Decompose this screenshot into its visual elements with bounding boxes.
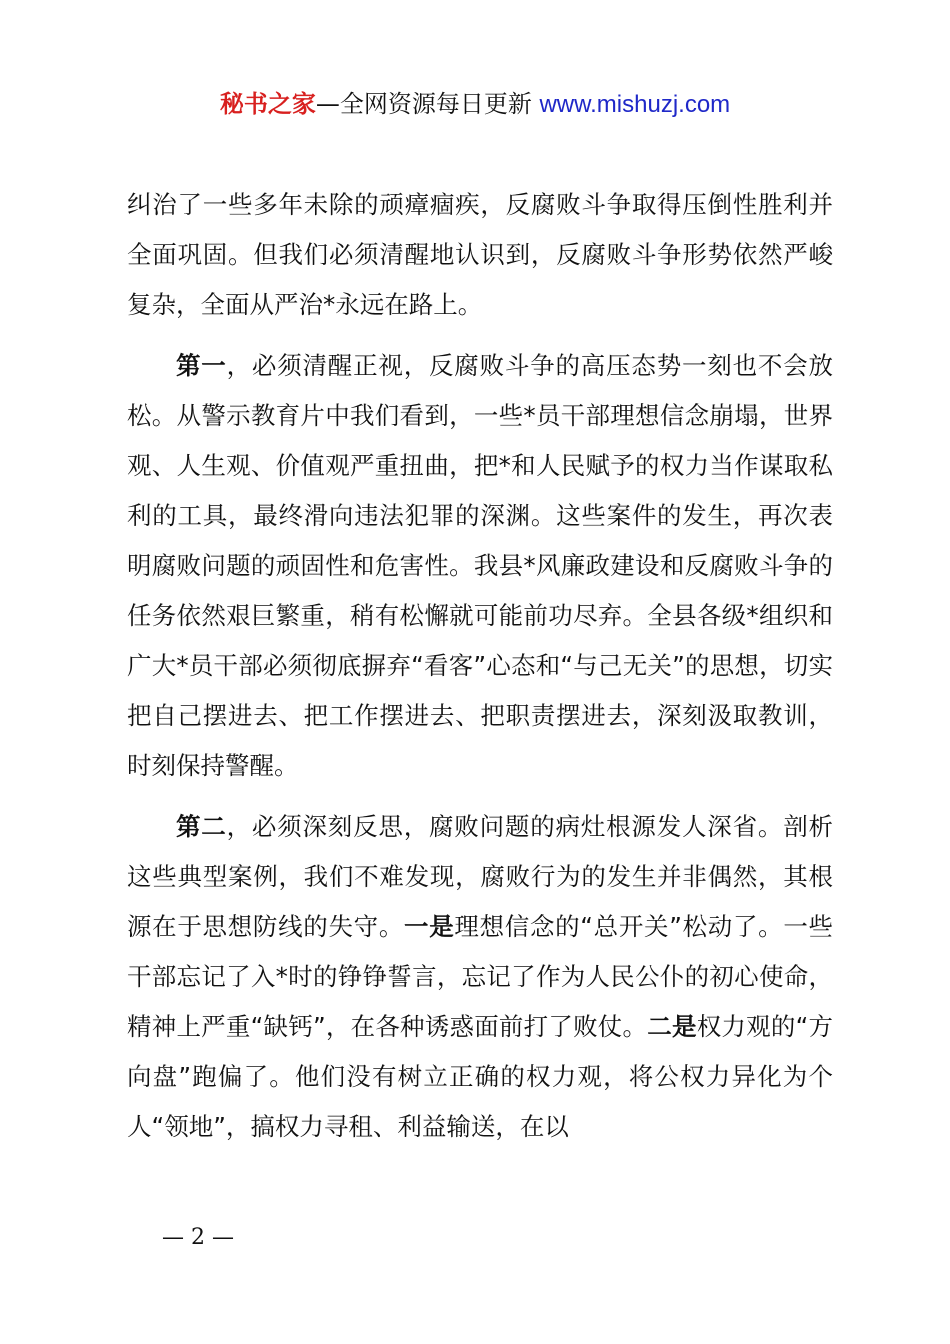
paragraph-lead: 第一 bbox=[176, 351, 227, 380]
site-brand: 秘书之家 bbox=[219, 90, 316, 118]
paragraph-lead: 第二 bbox=[176, 812, 227, 841]
point-one-lead: 一是 bbox=[404, 912, 455, 941]
paragraph-text: ，必须深刻反思，腐败问题的病灶根源发人深省。剖析这些典型案例，我们不难发现，腐败行为的发生并非偶然，其根源在于思想防线的失守。 bbox=[127, 812, 834, 941]
site-url-link[interactable]: www.mishuzj.com bbox=[539, 91, 731, 118]
paragraph-second bbox=[127, 802, 833, 1152]
site-tagline: —全网资源每日更新 bbox=[315, 90, 532, 118]
paragraph-text: ，必须清醒正视，反腐败斗争的高压态势一刻也不会放松。从警示教育片中我们看到，一些*员干部理想信念崩塌，世界观、人生观、价值观严重扭曲，把*和人民赋予的权力当作谋取私利的工具，最终滑向违法犯罪的深渊。这些案件的发生，再次表明腐败问题的顽固性和危害性。我县*风廉政建设和反腐败斗争的任务依然艰巨繁重，稍有松懈就可能前功尽弃。全县各级*组织和广大*员干部必须彻底摒弃“看客”心态和“与己无关”的思想，切实把自己摆进去、把工作摆进去、把职责摆进去，深刻汲取教训，时刻保持警醒。 bbox=[127, 351, 834, 780]
page-number: — 2 — bbox=[162, 1225, 234, 1250]
paragraph-text: 纠治了一些多年未除的顽瘴痼疾，反腐败斗争取得压倒性胜利并全面巩固。但我们必须清醒地认识到，反腐败斗争形势依然严峻复杂，全面从严治*永远在路上。 bbox=[127, 190, 833, 319]
point-two-lead: 二是 bbox=[647, 1012, 697, 1041]
paragraph-first bbox=[127, 341, 833, 791]
point-one-text: 理想信念的“总开关”松动了。一些干部忘记了入*时的铮铮誓言，忘记了作为人民公仆的初心使命，精神上严重“缺钙”，在各种诱惑面前打了败仗。 bbox=[127, 912, 834, 1041]
site-header bbox=[0, 86, 950, 123]
point-two-text: 权力观的“方向盘”跑偏了。他们没有树立正确的权力观，将公权力异化为个人“领地”，搞权力寻租、利益输送，在以 bbox=[127, 1012, 833, 1141]
paragraph-continued bbox=[127, 180, 833, 330]
document-body bbox=[127, 180, 833, 1163]
